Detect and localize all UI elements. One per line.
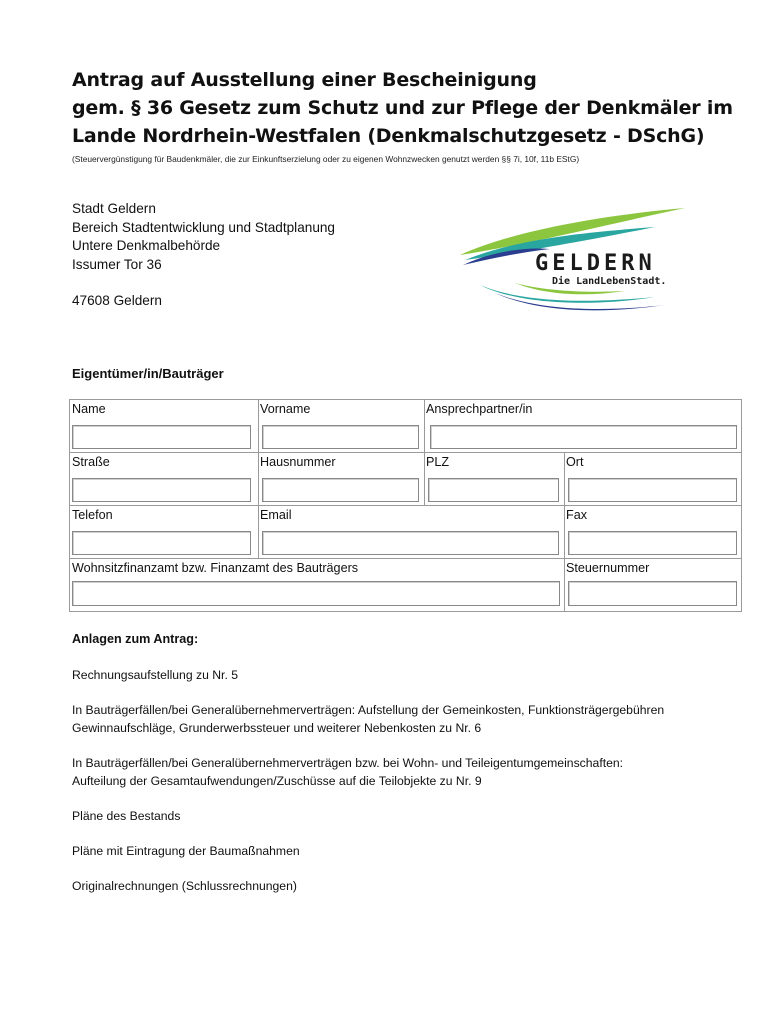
attachment-item-4: [72, 807, 752, 825]
document-title: [72, 66, 733, 150]
attachment-item-5: [72, 842, 752, 860]
label-finanzamt: Wohnsitzfinanzamt bzw. Finanzamt des Bauträgers: [72, 561, 359, 575]
label-vorname: Vorname: [260, 402, 311, 416]
label-telefon: Telefon: [72, 508, 113, 522]
address-line-1: Stadt Geldern: [72, 201, 156, 216]
logo-swoosh-green: [460, 208, 685, 255]
label-strasse: Straße: [72, 455, 110, 469]
logo-name: GELDERN: [535, 251, 656, 276]
email-input[interactable]: [262, 531, 559, 555]
steuernummer-input[interactable]: [568, 581, 737, 606]
attachment-item-3-line-1: In Bauträgerfällen/bei Generalübernehmerverträgen bzw. bei Wohn- und Teileigentumgemeinschaften:: [72, 756, 624, 770]
attachment-item-2-line-2: Gewinnaufschläge, Grunderwerbssteuer und weiterer Nebenkosten zu Nr. 6: [72, 721, 482, 735]
label-ansprechpartner: Ansprechpartner/in: [426, 402, 533, 416]
telefon-input[interactable]: [72, 531, 251, 555]
label-hausnummer: Hausnummer: [260, 455, 336, 469]
attachment-item-3-line-2: Aufteilung der Gesamtaufwendungen/Zuschüsse auf die Teilobjekte zu Nr. 9: [72, 774, 482, 788]
address-line-2: Bereich Stadtentwicklung und Stadtplanung: [72, 219, 335, 235]
label-name: Name: [72, 402, 106, 416]
logo-slogan: Die LandLebenStadt.: [552, 276, 667, 287]
plz-input[interactable]: [428, 478, 559, 502]
attachment-item-6: [72, 877, 752, 895]
attachment-item-5-text: Pläne mit Eintragung der Baumaßnahmen: [72, 844, 300, 858]
title-line-1: Antrag auf Ausstellung einer Bescheinigung: [72, 69, 537, 91]
address-line-5: 47608 Geldern: [72, 293, 162, 308]
geldern-logo: [455, 205, 695, 315]
attachment-item-2-line-1: In Bauträgerfällen/bei Generalübernehmerverträgen: Aufstellung der Gemeinkosten, Funktionsträgergebühren: [72, 703, 665, 717]
fax-input[interactable]: [568, 531, 737, 555]
address-line-3: Untere Denkmalbehörde: [72, 238, 221, 253]
ort-input[interactable]: [568, 478, 737, 502]
owner-section-title: Eigentümer/in/Bauträger: [72, 366, 224, 381]
title-line-2: gem. § 36 Gesetz zum Schutz und zur Pflege der Denkmäler im: [72, 97, 733, 119]
logo-swoosh-lower-teal: [480, 285, 655, 303]
name-input[interactable]: [72, 425, 251, 449]
hausnummer-input[interactable]: [262, 478, 419, 502]
label-fax: Fax: [566, 508, 587, 522]
vorname-input[interactable]: [262, 425, 419, 449]
document-subtitle: (Steuervergünstigung für Baudenkmäler, die zur Einkunftserzielung oder zu eigenen Wohnzwecken genutzt werden §§ 7i, 10f, 11b EStG): [72, 154, 580, 164]
label-steuernummer: Steuernummer: [566, 561, 650, 575]
finanzamt-input[interactable]: [72, 581, 560, 606]
owner-form-table: [69, 399, 742, 612]
strasse-input[interactable]: [72, 478, 251, 502]
attachment-item-1-text: Rechnungsaufstellung zu Nr. 5: [72, 668, 238, 682]
attachment-item-4-text: Pläne des Bestands: [72, 809, 181, 823]
label-plz: PLZ: [426, 455, 450, 469]
label-email: Email: [260, 508, 292, 522]
title-line-3: Lande Nordrhein-Westfalen (Denkmalschutzgesetz - DSchG): [72, 125, 705, 147]
address-line-4: Issumer Tor 36: [72, 256, 162, 272]
ansprechpartner-input[interactable]: [430, 425, 737, 449]
recipient-address: [72, 200, 335, 311]
attachment-item-1: [72, 666, 752, 684]
attachment-item-3: [72, 754, 752, 790]
attachment-item-2: [72, 701, 752, 737]
attachment-item-6-text: Originalrechnungen (Schlussrechnungen): [72, 879, 297, 893]
attachments-title: Anlagen zum Antrag:: [72, 632, 199, 646]
label-ort: Ort: [566, 455, 584, 469]
